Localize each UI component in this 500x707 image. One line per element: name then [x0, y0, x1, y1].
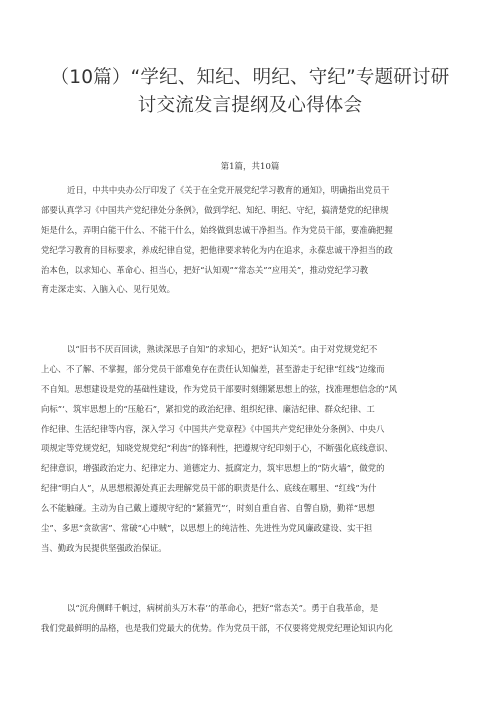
paragraph-line: 部要认真学习《中国共产党纪律处分条例》，做到学纪、知纪、明纪、守纪，搞清楚党的纪律规: [41, 204, 389, 215]
paragraph-3: [41, 599, 461, 639]
paragraph-line: 向标”‘、筑牢思想上的“压舱石”，紧扣党的政治纪律、组织纪律、廉洁纪律、群众纪律、工: [41, 403, 375, 414]
paragraph-line: 矩是什么，弄明白能干什么、不能干什么，始终做到忠诚干净担当。作为党员干部，要准确把握: [41, 224, 393, 235]
title-line-2: 讨交流发言提纲及心得体会: [137, 95, 363, 116]
paragraph-line: 以“旧书不厌百回读，熟读深思子自知”的求知心，把好“认知关”。由于对党规党纪不: [67, 344, 378, 354]
paragraph-line: 当、勤政为民提供坚强政治保证。: [41, 542, 167, 553]
paragraph-line: 以“沉舟侧畔千帆过，病树前头万木春’’的革命心，把好“常态关”。勇于自我革命，是: [67, 603, 379, 613]
paragraph-line: 治本色，以求知心、革命心、担当心，把好“认知观”“常态关”“应用关”，推动党纪学习教: [41, 264, 369, 275]
paragraph-line: 育走深走实、入脑入心、见行见效。: [41, 284, 175, 295]
document-subtitle: 第1篇，共10篇: [220, 162, 280, 172]
paragraph-line: 不自知。思想建设是党的基础性建设，作为党员干部要时刻绷紧思想上的弦，找准理想信念的“风: [41, 383, 398, 394]
paragraph-line: 上心、不了解、不掌握，部分党员干部难免存在责任认知偏差，甚至游走于纪律“红线”边缘而: [41, 363, 385, 374]
paragraph-line: 纪律“明白人”，从思想根源处真正去理解党员干部的职责是什么、底线在哪里、“红线”为什: [41, 483, 377, 494]
paragraph-line: 么不能触碰。主动为自己戴上遵规守纪的“紧箍咒”‘，时刻自重自省、自警自励，勤祥“思想: [41, 503, 375, 514]
paragraph-line: 作纪律、生活纪律等内容，深入学习《中国共产党章程》《中国共产党纪律处分条例》、中央八: [41, 423, 385, 434]
title-line-1: （10篇）“学纪、知纪、明纪、守纪”专题研讨研: [50, 67, 450, 88]
paragraph-line: 尘”、多思“贪欲害”、常破“心中贼”，以思想上的纯洁性、先进性为党风廉政建设、实干担: [41, 523, 373, 534]
paragraph-line: 党纪学习教育的目标要求，养成纪律自觉，把他律要求转化为内在追求，永葆忠诚干净担当的政: [41, 244, 393, 255]
paragraph-2: [41, 340, 461, 559]
paragraph-line: 我们党最鲜明的品格，也是我们党最大的优势。作为党员干部，不仅要将党规党纪理论知识内化: [41, 622, 393, 633]
document-title: [40, 64, 460, 120]
paragraph-1: [41, 181, 461, 300]
paragraph-line: 项规定等党规党纪，知晓党规党纪“利齿”的锋利性，把遵规守纪印刻于心，不断强化底线意识、: [41, 443, 393, 454]
paragraph-line: 纪律意识，增强政治定力、纪律定力、道德定力、抵腐定力，筑牢思想上的“防火墙”，做党的: [41, 463, 385, 474]
paragraph-line: 近日，中共中央办公厅印发了《关于在全党开展党纪学习教育的通知》，明确指出党员干: [67, 185, 390, 195]
